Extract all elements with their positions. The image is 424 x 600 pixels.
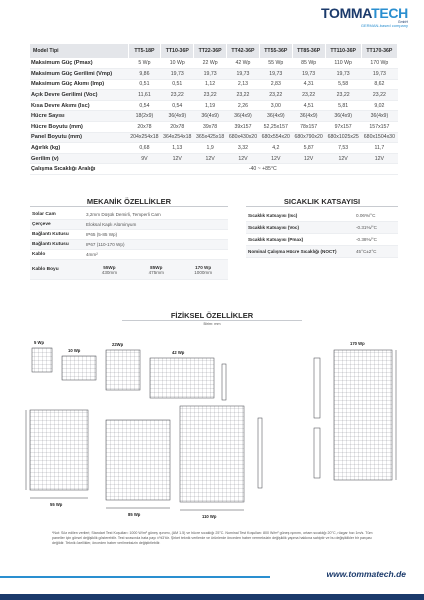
spec-header-col: TT42-36P: [227, 44, 260, 58]
mechanical-label: Bağlantı Kutusu: [32, 232, 69, 237]
spec-header-col: TT85-36P: [292, 44, 325, 58]
spec-cell: 0,54: [161, 100, 194, 111]
spec-cell: 110 Wp: [325, 58, 361, 69]
temperature-value: -0.38%/°C: [356, 237, 377, 242]
spec-header-col: TT10-36P: [161, 44, 194, 58]
spec-cell: 12V: [259, 153, 292, 164]
spec-table-header: [30, 44, 398, 58]
spec-cell: 3,32: [227, 143, 260, 154]
spec-cell: 204x254x18: [128, 132, 161, 143]
spec-cell: 0,68: [128, 143, 161, 154]
spec-cell: 4,31: [292, 79, 325, 90]
spec-cell: 19,73: [161, 69, 194, 80]
header: [0, 0, 424, 36]
temperature-value: -0.31%/°C: [356, 225, 377, 230]
spec-cell: 9V: [128, 153, 161, 164]
temperature-title: SICAKLIK KATSAYISI: [283, 197, 361, 206]
spec-cell: 4,2: [259, 143, 292, 154]
spec-cell: 19,73: [361, 69, 397, 80]
footnote: *Not: Söz edilen verileri; Standart Test Koşulları: 1000 W/m² güneş ışınımı, (AM 1.5) ve hücre sıcaklığı 25°C. Nominal Test Koşulları: 800 W/m² güneş ışınımı, ortam sıcaklığı 20°C, rüzgar hızı 1m/s. Tüm paneller için görsel değişiklik gösterebilir. Test sırasında hata payı ±%3'tür. Şirket teknik verilerde ve ürünlerde önceden haber vermeksizin değişiklik yapma hakkına sahiptir ve bu değişiklikler bir parçası değildir. Teknik özellikler, önceden haber verilmeksizin değiştirilebilir.: [52, 531, 373, 545]
physical-unit: Birim: mm: [203, 322, 221, 326]
spec-header-col: TT55-36P: [259, 44, 292, 58]
spec-cell: 55 Wp: [259, 58, 292, 69]
label-5wp: 5 Wp: [34, 340, 45, 345]
spec-cell: 9,86: [128, 69, 161, 80]
spec-cell: 18(2x9): [128, 111, 161, 122]
spec-row-label: Açık Devre Gerilimi (Voc): [30, 90, 128, 101]
mechanical-value: Eloksal Kaplı Alüminyum: [86, 222, 137, 227]
spec-row: [30, 69, 398, 80]
spec-cell: 0,51: [128, 79, 161, 90]
spec-cell: 52,25x157: [259, 122, 292, 133]
spec-cell: 36(4x9): [361, 111, 397, 122]
temperature-label: Sıcaklık Katsayısı (Voc): [248, 225, 299, 230]
temperature-panel: [246, 210, 398, 258]
spec-cell: 97x157: [325, 122, 361, 133]
spec-cell: 680x1504x30: [361, 132, 397, 143]
spec-cell: 2,13: [227, 79, 260, 90]
footer-accent-line: [0, 576, 270, 578]
spec-cell: 12V: [227, 153, 260, 164]
spec-row: [30, 111, 398, 122]
spec-cell: 0,51: [161, 79, 194, 90]
spec-row-label: Maksimum Güç (Pmax): [30, 58, 128, 69]
spec-cell: 12V: [161, 153, 194, 164]
spec-cell: 2,83: [259, 79, 292, 90]
panel-22wp: [106, 350, 140, 390]
spec-row-label: Maksimum Güç Akımı (Imp): [30, 79, 128, 90]
spec-cell: 36(4x9): [227, 111, 260, 122]
label-22wp: 22Wp: [112, 342, 124, 347]
spec-cell: 12V: [325, 153, 361, 164]
spec-cell: 19,73: [325, 69, 361, 80]
spec-cell: 1,9: [194, 143, 227, 154]
spec-cell: 42 Wp: [227, 58, 260, 69]
spec-row: [30, 153, 398, 164]
spec-cell: 39x78: [194, 122, 227, 133]
spec-cell: 170 Wp: [361, 58, 397, 69]
logo-tagline: GERMAN-based company: [360, 23, 408, 28]
spec-cell: 78x157: [292, 122, 325, 133]
spec-cell: 23,22: [259, 90, 292, 101]
cable-length-value: 475mm: [148, 269, 164, 275]
mechanical-row: [30, 210, 228, 220]
cable-length-value: 1000mm: [194, 269, 213, 275]
spec-cell: 36(4x9): [292, 111, 325, 122]
spec-header-col: TT22-36P: [194, 44, 227, 58]
spec-row: [30, 79, 398, 90]
cable-length-values: [86, 265, 228, 275]
panel-55wp: [30, 410, 88, 490]
panel-170wp: [334, 350, 392, 480]
spec-table: [30, 44, 398, 175]
mechanical-label: Kablo: [32, 252, 46, 257]
spec-row-label: Panel Boyutu (mm): [30, 132, 128, 143]
mechanical-value: IP67 (110-170 Wp): [86, 242, 125, 247]
profile-side-2: [258, 418, 262, 488]
temperature-value: 45°C±2°C: [356, 249, 377, 254]
footer-bar: [0, 594, 424, 600]
panel-42wp: [150, 358, 214, 398]
spec-cell: 19,73: [227, 69, 260, 80]
spec-cell: 4,51: [292, 100, 325, 111]
cable-length-label: Kablo Boyu: [32, 267, 59, 272]
spec-cell: 1,19: [194, 100, 227, 111]
spec-row-label: Ağırlık (kg): [30, 143, 128, 154]
panel-85wp: [106, 420, 170, 500]
mechanical-title: MEKANİK ÖZELLİKLER: [86, 197, 172, 206]
spec-cell: 1,12: [194, 79, 227, 90]
logo-sub: GmbH: [397, 20, 408, 24]
spec-cell: 23,22: [325, 90, 361, 101]
physical-title: FİZİKSEL ÖZELLİKLER: [170, 311, 254, 320]
temp-range-label: Çalışma Sıcaklığı Aralığı: [30, 164, 128, 175]
mechanical-label: Bağlantı Kutusu: [32, 242, 69, 247]
label-85wp: 85 Wp: [128, 512, 141, 517]
spec-header-col: TT5-18P: [128, 44, 161, 58]
spec-cell: 365x425x18: [194, 132, 227, 143]
spec-cell: 19,73: [292, 69, 325, 80]
spec-row-label: Hücre Sayısı: [30, 111, 128, 122]
spec-cell: 5,87: [292, 143, 325, 154]
mechanical-row: [30, 240, 228, 250]
spec-cell: 3,00: [259, 100, 292, 111]
spec-cell: 19,73: [194, 69, 227, 80]
spec-cell: 5 Wp: [128, 58, 161, 69]
spec-cell: 36(4x9): [325, 111, 361, 122]
spec-cell: 157x157: [361, 122, 397, 133]
footer-url[interactable]: www.tommatech.de: [326, 569, 406, 579]
label-10wp: 10 Wp: [68, 348, 81, 353]
spec-cell: 0,54: [128, 100, 161, 111]
cable-length-col: [133, 265, 180, 275]
spec-row: [30, 143, 398, 154]
cable-length-col: [86, 265, 133, 275]
panel-5wp: [32, 348, 52, 372]
mechanical-panel: [30, 210, 228, 280]
label-55wp: 55 Wp: [50, 502, 63, 507]
spec-row: [30, 122, 398, 133]
spec-row: [30, 100, 398, 111]
spec-cell: 23,22: [194, 90, 227, 101]
spec-cell: 85 Wp: [292, 58, 325, 69]
spec-cell: 20x78: [128, 122, 161, 133]
mechanical-label: Solar Cam: [32, 212, 56, 217]
temperature-label: Sıcaklık Katsayısı (Pmax): [248, 237, 304, 242]
panel-110wp: [180, 406, 244, 502]
mechanical-value: 4mm²: [86, 252, 98, 257]
profile-side-3: [314, 358, 320, 418]
logo: [321, 5, 408, 28]
spec-cell: 23,22: [161, 90, 194, 101]
spec-cell: 36(4x9): [161, 111, 194, 122]
spec-cell: 10 Wp: [161, 58, 194, 69]
spec-cell: 2,26: [227, 100, 260, 111]
spec-cell: 680x1025x25: [325, 132, 361, 143]
spec-cell: 7,53: [325, 143, 361, 154]
logo-wordmark: TOMMATECH: [320, 5, 408, 21]
spec-header-model: Model Tipi: [30, 44, 128, 58]
spec-cell: 12V: [292, 153, 325, 164]
spec-header-col: TT110-36P: [325, 44, 361, 58]
spec-cell: 1,13: [161, 143, 194, 154]
profile-side-4: [314, 428, 320, 478]
mechanical-row: [30, 220, 228, 230]
profile-side-1: [222, 364, 226, 400]
spec-cell: 11,7: [361, 143, 397, 154]
spec-row-label: Kısa Devre Akımı (Isc): [30, 100, 128, 111]
spec-row-label: Gerilim (v): [30, 153, 128, 164]
cable-length-value: 430mm: [101, 269, 118, 275]
spec-cell: 22 Wp: [194, 58, 227, 69]
panel-10wp: [62, 356, 96, 380]
spec-cell: 680x554x20: [259, 132, 292, 143]
mechanical-rule: [30, 206, 228, 207]
spec-cell: 39x157: [227, 122, 260, 133]
spec-cell: 23,22: [292, 90, 325, 101]
mechanical-value: IP65 (5-85 Wp): [86, 232, 118, 237]
spec-cell: 23,22: [361, 90, 397, 101]
cable-length-model: 85Wp: [150, 264, 163, 270]
cable-length-model: 170 Wp: [195, 264, 212, 270]
temperature-label: Nominal Çalışma Hücre Sıcaklığı (NOCT): [248, 249, 337, 254]
spec-row-temp-range: [30, 164, 398, 175]
cable-length-col: [180, 265, 227, 275]
spec-cell: 36(4x9): [194, 111, 227, 122]
spec-row-label: Maksimum Güç Gerilimi (Vmp): [30, 69, 128, 80]
spec-cell: 20x78: [161, 122, 194, 133]
temperature-value: 0.06%/°C: [356, 213, 376, 218]
spec-cell: 680x790x20: [292, 132, 325, 143]
mechanical-row: [30, 230, 228, 240]
spec-cell: 5,81: [325, 100, 361, 111]
spec-cell: 9,02: [361, 100, 397, 111]
temperature-label: Sıcaklık Katsayısı (Isc): [248, 213, 298, 218]
physical-rule: [122, 320, 302, 321]
spec-cell: 11,61: [128, 90, 161, 101]
spec-row: [30, 132, 398, 143]
cable-length-model: 55Wp: [103, 264, 116, 270]
spec-row: [30, 90, 398, 101]
cable-length-row: [30, 260, 228, 280]
spec-cell: 12V: [194, 153, 227, 164]
spec-cell: 5,58: [325, 79, 361, 90]
temperature-rule: [246, 206, 398, 207]
spec-row-label: Hücre Boyutu (mm): [30, 122, 128, 133]
spec-cell: 19,73: [259, 69, 292, 80]
spec-cell: 12V: [361, 153, 397, 164]
temp-range-value: -40 ~ +85°C: [128, 164, 398, 175]
label-110wp: 110 Wp: [202, 514, 217, 519]
spec-cell: 23,22: [227, 90, 260, 101]
mechanical-value: 3,2mm Düşük Demirli, Temperli Cam: [86, 212, 161, 217]
spec-table-body: [30, 58, 398, 175]
mechanical-row: [30, 250, 228, 260]
spec-cell: 8,62: [361, 79, 397, 90]
spec-row: [30, 58, 398, 69]
spec-cell: 364x254x18: [161, 132, 194, 143]
temperature-row: [246, 222, 398, 234]
temperature-row: [246, 210, 398, 222]
spec-cell: 36(4x9): [259, 111, 292, 122]
spec-header-col: TT170-36P: [361, 44, 397, 58]
label-42wp: 42 Wp: [172, 350, 185, 355]
temperature-row: [246, 246, 398, 258]
temperature-row: [246, 234, 398, 246]
panel-dimension-drawings: [22, 328, 402, 528]
mechanical-label: Çerçeve: [32, 222, 51, 227]
spec-cell: 680x430x20: [227, 132, 260, 143]
label-170wp: 170 Wp: [350, 341, 365, 346]
